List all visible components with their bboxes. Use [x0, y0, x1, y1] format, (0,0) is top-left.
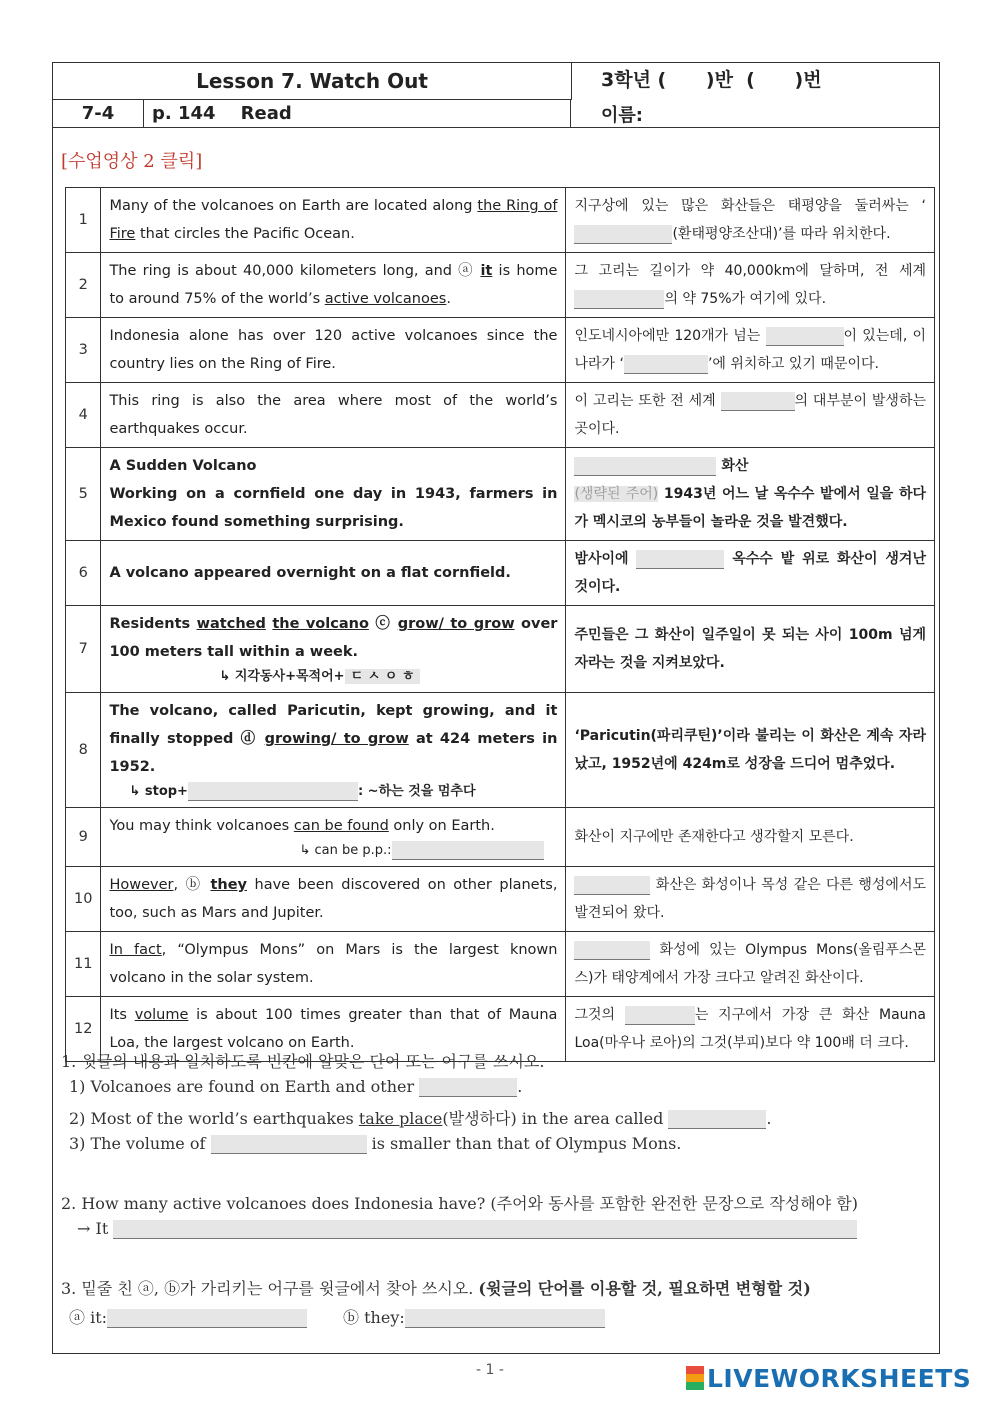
korean-translation: 화산 (생략된 주어) 1943년 어느 날 옥수수 밭에서 일을 하다가 멕시코의 농부들이 놀라운 것을 발견했다. [566, 448, 935, 541]
english-sentence: In fact, “Olympus Mons” on Mars is the largest known volcano in the solar system. [101, 932, 566, 997]
korean-translation: 그 고리는 길이가 약 40,000km에 달하며, 전 세계 의 약 75%가 여기에 있다. [566, 253, 935, 318]
korean-translation: 화산이 지구에만 존재한다고 생각할지 모른다. [566, 808, 935, 867]
liveworksheets-logo: LIVEWORKSHEETS [686, 1364, 971, 1393]
question-1-2: 2) Most of the world’s earthquakes take place(발생하다) in the area called . [69, 1109, 772, 1128]
table-row [66, 606, 935, 693]
row-number: 3 [66, 318, 101, 383]
question-1-3: 3) The volume of is smaller than that of Olympus Mons. [69, 1134, 682, 1153]
row-number: 8 [66, 693, 101, 808]
answer-blank[interactable] [188, 782, 358, 801]
korean-translation: 지구상에 있는 많은 화산들은 태평양을 둘러싸는 ‘(환태평양조산대)’를 따라 위치한다. [566, 188, 935, 253]
omitted-subject-hint: (생략된 주어) [574, 486, 659, 502]
row-number: 12 [66, 997, 101, 1062]
question-1: 1. 윗글의 내용과 일치하도록 빈칸에 알맞은 단어 또는 어구를 쓰시오. [61, 1052, 545, 1071]
answer-blank[interactable] [419, 1078, 517, 1097]
korean-translation: 화성에 있는 Olympus Mons(올림푸스몬스)가 태양계에서 가장 크다고 알려진 화산이다. [566, 932, 935, 997]
korean-translation: ‘Paricutin(파리쿠틴)’이라 불리는 이 화산은 계속 자라났고, 1952년에 424m로 성장을 드디어 멈추었다. [566, 693, 935, 808]
answer-blank[interactable] [624, 355, 708, 374]
english-sentence: Residents watched the volcano ⓒ grow/ to grow over 100 meters tall within a week. ↳ 지각동사+목적어+ ㄷ ㅅ ㅇ ㅎ [101, 606, 566, 693]
question-1-1: 1) Volcanoes are found on Earth and other . [69, 1077, 523, 1096]
english-sentence: A volcano appeared overnight on a flat cornfield. [101, 541, 566, 606]
row-number: 5 [66, 448, 101, 541]
table-row [66, 318, 935, 383]
row-number: 1 [66, 188, 101, 253]
header [53, 63, 939, 128]
table-row [66, 541, 935, 606]
question-3-answers: ⓐ it: ⓑ they: [69, 1305, 605, 1328]
english-sentence: Its volume is about 100 times greater than that of Mauna Loa, the largest volcano on Earth. [101, 997, 566, 1062]
answer-blank[interactable] [721, 392, 795, 411]
row-number: 9 [66, 808, 101, 867]
english-sentence: Indonesia alone has over 120 active volcanoes since the country lies on the Ring of Fire. [101, 318, 566, 383]
english-sentence: Many of the volcanoes on Earth are located along the Ring of Fire that circles the Pacific Ocean. [101, 188, 566, 253]
korean-translation: 인도네시아에만 120개가 넘는 이 있는데, 이 나라가 ‘ ’에 위치하고 있기 때문이다. [566, 318, 935, 383]
grade-class-number: 3학년 ( )반 ( )번 [601, 69, 822, 91]
answer-blank[interactable] [668, 1110, 766, 1129]
section-title: A Sudden Volcano [109, 458, 257, 474]
korean-translation: 이 고리는 또한 전 세계 의 대부분이 발생하는 곳이다. [566, 383, 935, 448]
english-sentence: You may think volcanoes can be found only on Earth. ↳ can be p.p.: [101, 808, 566, 867]
row-number: 11 [66, 932, 101, 997]
korean-translation: 밤사이에 옥수수 밭 위로 화산이 생겨난 것이다. [566, 541, 935, 606]
initial-consonant-hint: ㄷ ㅅ ㅇ ㅎ [345, 669, 421, 684]
logo-icon [686, 1366, 704, 1390]
lesson-title: Lesson 7. Watch Out [53, 63, 572, 100]
answer-blank[interactable] [392, 841, 544, 860]
english-sentence: A Sudden Volcano Working on a cornfield one day in 1943, farmers in Mexico found something surprising. [101, 448, 566, 541]
table-row [66, 253, 935, 318]
korean-translation: 그것의 는 지구에서 가장 큰 화산 Mauna Loa(마우나 로아)의 그것(부피)보다 약 100배 더 크다. [566, 997, 935, 1062]
table-row [66, 808, 935, 867]
page-number: - 1 - [476, 1362, 504, 1378]
row-number: 2 [66, 253, 101, 318]
answer-blank[interactable] [574, 941, 650, 960]
korean-translation: 주민들은 그 화산이 일주일이 못 되는 사이 100m 넘게 자라는 것을 지켜보았다. [566, 606, 935, 693]
table-row [66, 693, 935, 808]
english-sentence: This ring is also the area where most of the world’s earthquakes occur. [101, 383, 566, 448]
answer-blank[interactable] [211, 1135, 367, 1154]
table-row [66, 188, 935, 253]
question-3: 3. 밑줄 친 ⓐ, ⓑ가 가리키는 어구를 윗글에서 찾아 쓰시오. (윗글의 단어를 이용할 것, 필요하면 변형할 것) [61, 1279, 811, 1298]
korean-translation: 화산은 화성이나 목성 같은 다른 행성에서도 발견되어 왔다. [566, 867, 935, 932]
row-number: 6 [66, 541, 101, 606]
answer-blank[interactable] [405, 1309, 605, 1328]
row-number: 7 [66, 606, 101, 693]
question-2-answer: → It [77, 1219, 857, 1239]
english-sentence: The volcano, called Paricutin, kept growing, and it finally stopped ⓓ growing/ to grow at 424 meters in 1952. ↳ stop+ : ~하는 것을 멈추다 [101, 693, 566, 808]
video-link[interactable]: [수업영상 2 클릭] [61, 151, 203, 172]
question-2: 2. How many active volcanoes does Indonesia have? (주어와 동사를 포함한 완전한 문장으로 작성해야 함) [61, 1194, 858, 1213]
answer-blank[interactable] [574, 225, 672, 244]
table-row [66, 448, 935, 541]
row-number: 10 [66, 867, 101, 932]
answer-blank[interactable] [766, 327, 844, 346]
table-row [66, 383, 935, 448]
answer-blank[interactable] [625, 1006, 695, 1025]
reading-table [65, 187, 935, 1062]
table-row [66, 932, 935, 997]
name-label: 이름: [601, 105, 643, 126]
page-read: p. 144 Read [144, 100, 571, 127]
english-sentence: The ring is about 40,000 kilometers long, and ⓐ it is home to around 75% of the world’s active volcanoes. [101, 253, 566, 318]
answer-blank[interactable] [636, 550, 724, 569]
answer-blank[interactable] [107, 1309, 307, 1328]
table-row [66, 867, 935, 932]
answer-blank[interactable] [574, 290, 664, 309]
unit-number: 7-4 [53, 100, 144, 127]
answer-blank[interactable] [574, 876, 650, 895]
worksheet [52, 62, 940, 1354]
answer-blank[interactable] [113, 1220, 857, 1239]
row-number: 4 [66, 383, 101, 448]
answer-blank[interactable] [574, 457, 716, 476]
english-sentence: However, ⓑ they have been discovered on other planets, too, such as Mars and Jupiter. [101, 867, 566, 932]
